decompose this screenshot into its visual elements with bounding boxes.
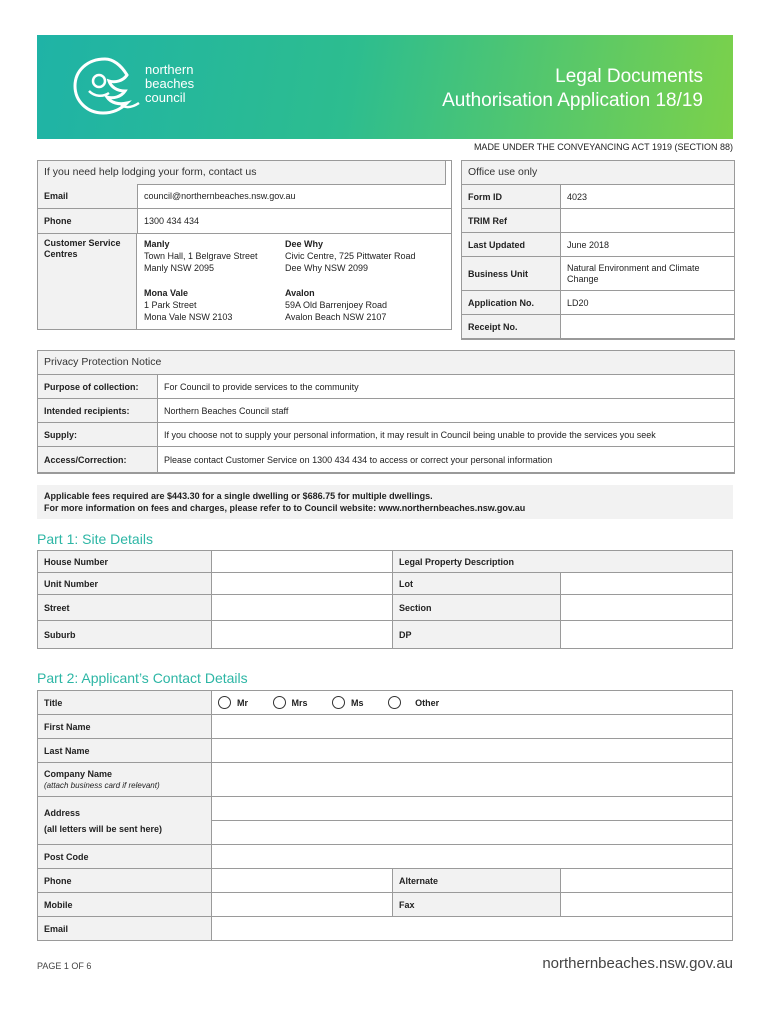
phone-field[interactable] (212, 869, 393, 893)
alternate-field[interactable] (561, 869, 733, 893)
privacy-row (38, 447, 735, 473)
document-title (442, 65, 703, 113)
title-options (212, 691, 733, 715)
last-name-label: Last Name (38, 739, 212, 763)
radio-other[interactable] (388, 696, 401, 709)
logo-line-1: northern (145, 62, 194, 77)
applicant-details-table (37, 690, 733, 941)
email-label: Email (38, 184, 138, 208)
office-value[interactable] (561, 315, 735, 339)
fees-notice (37, 485, 733, 519)
office-value: Natural Environment and Climate Change (561, 257, 735, 291)
centre-line: Manly NSW 2095 (144, 263, 215, 273)
centre-line: 1 Park Street (144, 300, 197, 310)
privacy-row (38, 423, 735, 447)
footer-website[interactable]: northernbeaches.nsw.gov.au (542, 955, 733, 972)
applicant-row (38, 845, 733, 869)
part-1-title: Part 1: Site Details (37, 531, 153, 547)
privacy-notice-box (37, 350, 735, 474)
privacy-value: Please contact Customer Service on 1300 434 434 to access or correct your personal information (158, 447, 735, 473)
address-hint: (all letters will be sent here) (44, 823, 163, 834)
office-row (462, 233, 735, 257)
fees-line-1: Applicable fees required are $443.30 for a single dwelling or $686.75 for multiple dwellings. (44, 491, 433, 501)
street-field[interactable] (212, 595, 393, 621)
company-name-field[interactable] (212, 763, 733, 797)
company-name-hint: (attach business card if relevant) (44, 780, 160, 790)
council-logo-text (145, 63, 194, 105)
help-contact-box (37, 160, 452, 330)
office-label: Last Updated (462, 233, 561, 257)
office-row (462, 209, 735, 233)
last-name-field[interactable] (212, 739, 733, 763)
privacy-label: Intended recipients: (38, 399, 158, 423)
logo-line-3: council (145, 90, 186, 105)
office-label: Form ID (462, 185, 561, 209)
section-field[interactable] (561, 595, 733, 621)
council-logo-icon (69, 55, 141, 117)
house-number-field[interactable] (212, 551, 393, 573)
logo-line-2: beaches (145, 76, 195, 91)
site-row (38, 595, 733, 621)
company-name-cell (38, 763, 212, 797)
office-heading: Office use only (461, 160, 735, 185)
lot-field[interactable] (561, 573, 733, 595)
applicant-row (38, 763, 733, 797)
office-row (462, 315, 735, 339)
applicant-row (38, 869, 733, 893)
site-row (38, 621, 733, 649)
office-value[interactable] (561, 209, 735, 233)
applicant-row (38, 691, 733, 715)
fees-line-2: For more information on fees and charges, please refer to to Council website: www.northernbeaches.nsw.gov.au (44, 503, 526, 513)
office-value: LD20 (561, 291, 735, 315)
address-field-line-2[interactable] (212, 821, 733, 845)
post-code-label: Post Code (38, 845, 212, 869)
address-field-line-1[interactable] (212, 797, 733, 821)
unit-number-field[interactable] (212, 573, 393, 595)
option-mrs: Mrs (291, 697, 308, 708)
centre-line: 59A Old Barrenjoey Road (285, 300, 388, 310)
privacy-row (38, 375, 735, 399)
centre-line: Avalon Beach NSW 2107 (285, 312, 387, 322)
page-number: PAGE 1 OF 6 (37, 961, 92, 971)
site-row (38, 551, 733, 573)
privacy-heading: Privacy Protection Notice (37, 350, 735, 375)
dp-label: DP (393, 621, 561, 649)
office-label: Application No. (462, 291, 561, 315)
email-label: Email (38, 917, 212, 941)
part-2-title: Part 2: Applicant’s Contact Details (37, 670, 248, 686)
centre-avalon (285, 287, 387, 323)
option-other: Other (415, 697, 440, 708)
email-value[interactable]: council@northernbeaches.nsw.gov.au (144, 191, 296, 201)
privacy-label: Access/Correction: (38, 447, 158, 473)
suburb-field[interactable] (212, 621, 393, 649)
privacy-row (38, 399, 735, 423)
fax-label: Fax (393, 893, 561, 917)
phone-value[interactable]: 1300 434 434 (144, 216, 200, 226)
applicant-row (38, 797, 733, 821)
site-row (38, 573, 733, 595)
section-label: Section (393, 595, 561, 621)
office-label: Business Unit (462, 257, 561, 291)
lot-label: Lot (393, 573, 561, 595)
privacy-label: Supply: (38, 423, 158, 447)
title-label: Title (38, 691, 212, 715)
office-row (462, 291, 735, 315)
mobile-field[interactable] (212, 893, 393, 917)
title-line-2: Authorisation Application 18/19 (442, 90, 703, 111)
office-row (462, 257, 735, 291)
first-name-label: First Name (38, 715, 212, 739)
email-field[interactable] (212, 917, 733, 941)
centre-dee-why (285, 238, 416, 274)
applicant-row (38, 739, 733, 763)
dp-field[interactable] (561, 621, 733, 649)
address-cell (38, 797, 212, 845)
office-label: TRIM Ref (462, 209, 561, 233)
address-label: Address (44, 807, 81, 818)
office-use-box (461, 160, 735, 340)
radio-ms[interactable] (332, 696, 345, 709)
mobile-label: Mobile (38, 893, 212, 917)
centres-label: Customer Service Centres (38, 234, 137, 329)
privacy-label: Purpose of collection: (38, 375, 158, 399)
centre-line: Mona Vale NSW 2103 (144, 312, 233, 322)
help-heading: If you need help lodging your form, contact us (37, 160, 446, 185)
phone-label: Phone (38, 209, 138, 233)
radio-mr[interactable] (218, 696, 231, 709)
applicant-row (38, 917, 733, 941)
phone-label: Phone (38, 869, 212, 893)
centre-line: Town Hall, 1 Belgrave Street (144, 251, 258, 261)
centre-line: Dee Why NSW 2099 (285, 263, 369, 273)
fax-field[interactable] (561, 893, 733, 917)
office-value: June 2018 (561, 233, 735, 257)
centre-line: Civic Centre, 725 Pittwater Road (285, 251, 416, 261)
title-line-1: Legal Documents (555, 66, 703, 87)
radio-mrs[interactable] (273, 696, 286, 709)
privacy-value: For Council to provide services to the community (158, 375, 735, 399)
applicant-row (38, 715, 733, 739)
applicant-row (38, 893, 733, 917)
site-details-table (37, 550, 733, 649)
centre-name: Dee Why (285, 239, 324, 249)
post-code-field[interactable] (212, 845, 733, 869)
option-mr: Mr (237, 697, 248, 708)
alternate-label: Alternate (393, 869, 561, 893)
first-name-field[interactable] (212, 715, 733, 739)
centre-mona-vale (144, 287, 232, 323)
suburb-label: Suburb (38, 621, 212, 649)
house-number-label: House Number (38, 551, 212, 573)
legislation-note: MADE UNDER THE CONVEYANCING ACT 1919 (SECTION 88) (473, 142, 733, 152)
privacy-value: If you choose not to supply your personal information, it may result in Council being unable to provide the services you seek (158, 423, 735, 447)
centre-name: Manly (144, 239, 170, 249)
legal-description-label: Legal Property Description (393, 551, 733, 573)
centre-manly (144, 238, 258, 274)
office-value: 4023 (561, 185, 735, 209)
street-label: Street (38, 595, 212, 621)
office-label: Receipt No. (462, 315, 561, 339)
centre-name: Avalon (285, 288, 315, 298)
office-table (461, 184, 735, 339)
header-banner (37, 35, 733, 139)
option-ms: Ms (351, 697, 364, 708)
office-row (462, 185, 735, 209)
company-name-label: Company Name (44, 768, 113, 779)
privacy-table (37, 374, 735, 473)
privacy-value: Northern Beaches Council staff (158, 399, 735, 423)
centre-name: Mona Vale (144, 288, 189, 298)
unit-number-label: Unit Number (38, 573, 212, 595)
